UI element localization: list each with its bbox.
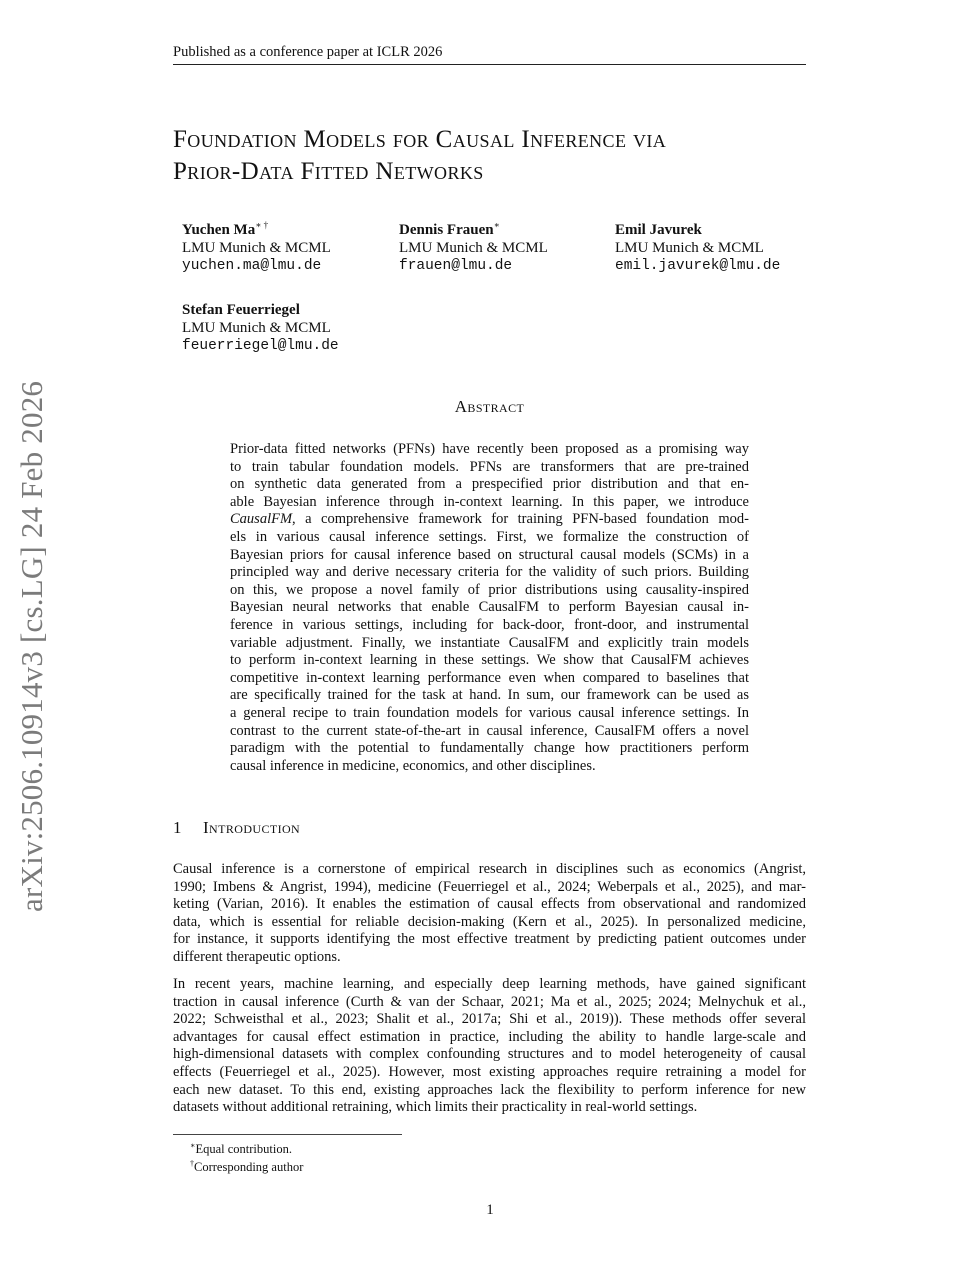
author-affiliation: LMU Munich & MCML: [182, 320, 331, 336]
body-line: data, which is essential for reliable decision-making (Kern et al., 2025). In personalized medicine,: [173, 913, 806, 930]
body-line: advantages for causal effect estimation in practice, including the ability to handle large-scale and: [173, 1028, 806, 1045]
body-line: datasets without additional retraining, which limits their practicality in real-world settings.: [173, 1099, 698, 1116]
abstract-line: Prior-data fitted networks (PFNs) have recently been proposed as a promising way: [230, 441, 749, 457]
abstract-heading: Abstract: [454, 397, 525, 416]
title-line-2: Prior-Data Fitted Networks: [173, 158, 484, 185]
author-name: Stefan Feuerriegel: [182, 302, 300, 318]
author-affiliation: LMU Munich & MCML: [615, 240, 764, 256]
author-marks: ∗ †: [255, 220, 269, 230]
body-line: 2022; Schweisthal et al., 2023; Shalit et al., 2017a; Shi et al., 2019)). These methods offer several: [173, 1011, 806, 1028]
abstract-emphasis: CausalFM: [230, 511, 293, 528]
abstract-line: contrast to the current state-of-the-art in causal inference, CausalFM offers a novel: [230, 722, 749, 739]
abstract-line: able Bayesian inference through in-context learning. In this paper, we introduce: [230, 493, 749, 510]
abstract-line: to perform in-context learning in these settings. We show that CausalFM achieves: [230, 652, 749, 669]
author-name: Yuchen Ma∗ †: [182, 220, 269, 238]
author-name: Dennis Frauen∗: [399, 220, 500, 238]
page-number: 1: [486, 1202, 494, 1218]
author-email[interactable]: feuerriegel@lmu.de: [182, 338, 339, 354]
title-line-1: Foundation Models for Causal Inference via: [173, 126, 667, 153]
abstract-line-with-emphasis: CausalFM, a comprehensive framework for training PFN-based foundation mod-: [230, 511, 749, 528]
footnote-equal-contribution: ∗Equal contribution.: [190, 1141, 292, 1157]
abstract-line: principled way and derive necessary criteria for the validity of such priors. Building: [230, 564, 749, 581]
abstract-line: are specifically trained for the task at hand. In sum, our framework can be used as: [230, 687, 749, 704]
author-block-1: [182, 216, 331, 275]
body-line: high-dimensional datasets with complex confounding structures and to model heterogeneity of causal: [173, 1046, 806, 1063]
abstract-line: a general recipe to train foundation models for various causal inference settings. In: [230, 705, 749, 721]
author-block-2: [399, 216, 548, 275]
abstract-line: Bayesian priors for causal inference based on structural causal models (SCMs) in a: [230, 546, 749, 563]
footnote-corresponding-author: †Corresponding author: [190, 1159, 304, 1175]
author-affiliation: LMU Munich & MCML: [399, 240, 548, 256]
abstract-line: paradigm with the potential to fundamentally change how practitioners perform: [230, 740, 749, 757]
arxiv-identifier: arXiv:2506.10914v3 [cs.LG] 24 Feb 2026: [14, 380, 49, 912]
abstract-line: ference in various settings, including for back-door, front-door, and instrumental: [230, 617, 749, 633]
body-line: 1990; Imbens & Angrist, 1994), medicine (Feuerriegel et al., 2024; Weberpals et al., 2025), and mar-: [173, 878, 806, 895]
body-line: Causal inference is a cornerstone of empirical research in disciplines such as economics (Angrist,: [173, 861, 806, 877]
author-block-4: [182, 296, 339, 355]
author-block-3: [615, 216, 780, 275]
author-name: Emil Javurek: [615, 222, 702, 238]
footnote-mark: ∗: [190, 1141, 196, 1150]
body-line: each new dataset. To this end, existing approaches lack the flexibility to perform inference for new: [173, 1081, 806, 1098]
body-line: traction in causal inference (Curth & van der Schaar, 2021; Ma et al., 2025; 2024; Melnychuk et al.,: [173, 993, 806, 1010]
body-line: In recent years, machine learning, and especially deep learning methods, have gained significant: [173, 976, 806, 992]
body-line: for instance, it supports identifying the most effective treatment by predicting patient outcomes under: [173, 931, 806, 948]
abstract-line: on synthetic data generated from a prespecified prior distribution and that en-: [230, 476, 749, 493]
author-email[interactable]: frauen@lmu.de: [399, 258, 513, 274]
section-title: Introduction: [203, 818, 301, 837]
abstract-line: on this, we propose a novel family of prior distributions using causality-inspired: [230, 581, 749, 598]
author-email[interactable]: yuchen.ma@lmu.de: [182, 258, 322, 274]
abstract-line: causal inference in medicine, economics, and other disciplines.: [230, 757, 596, 774]
abstract-line: competitive in-context learning performance even when compared to baselines that: [230, 669, 749, 686]
author-affiliation: LMU Munich & MCML: [182, 240, 331, 256]
body-line: effects (Feuerriegel et al., 2025). However, most existing approaches require retraining a model for: [173, 1064, 806, 1080]
footnote-divider: [173, 1134, 402, 1135]
abstract-line: els in various causal inference settings. First, we formalize the construction of: [230, 529, 749, 545]
abstract-line: to train tabular foundation models. PFNs are transformers that are pre-trained: [230, 458, 749, 475]
abstract-line: Bayesian neural networks that enable CausalFM to perform Bayesian causal in-: [230, 599, 749, 616]
section-number: 1: [173, 818, 182, 837]
running-header: Published as a conference paper at ICLR 2026: [173, 42, 806, 65]
author-marks: ∗: [493, 220, 500, 230]
body-line: keting (Varian, 2016). It enables the estimation of causal effects from observational and randomized: [173, 896, 806, 913]
footnote-mark: †: [190, 1159, 194, 1168]
body-line: different therapeutic options.: [173, 949, 341, 965]
section-heading-introduction: [173, 818, 300, 838]
paper-title: [173, 124, 823, 188]
author-email[interactable]: emil.javurek@lmu.de: [615, 258, 781, 274]
abstract-line: variable adjustment. Finally, we instantiate CausalFM and explicitly train models: [230, 634, 749, 651]
